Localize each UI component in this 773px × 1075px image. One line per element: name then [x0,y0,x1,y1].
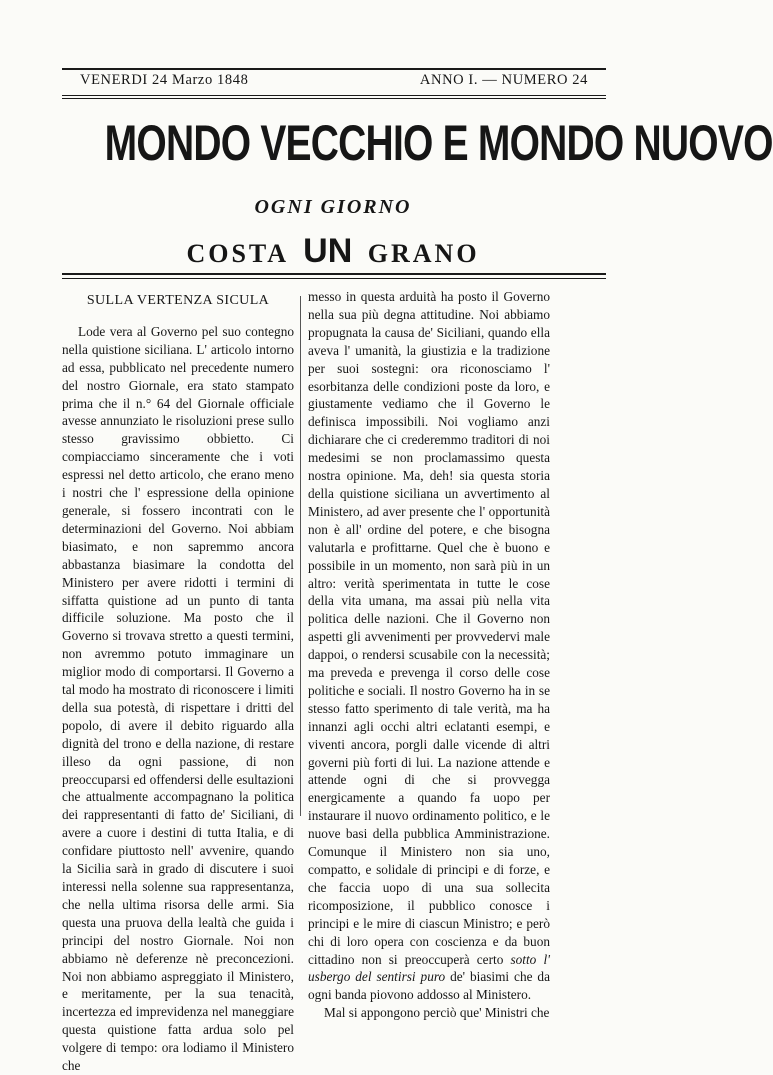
article-paragraph: Lode vera al Governo pel suo contegno nella quistione siciliana. L' articolo intorno ad essa, pubblicato nel precedente numero del nostro Giornale, era stato stampato prima che il n.° 64 del Giornale officiale avesse annunziato le risoluzioni prese sullo stesso gravissimo obbietto. Ci compiacciamo sinceramente che i voti espressi nel detto articolo, che erano meno i nostri che l' espressione della opinione generale, si fossero incontrati con le determinazioni del Governo. Noi abbiam biasimato, e non sapremmo ancora abbastanza biasimare la condotta del Ministero per avere ridotti i termini di siffatta quistione ad un punto di tanta difficile soluzione. Ma posto che il Governo si trovava stretto a questi termini, non avremmo potuto immaginare un miglior modo di comportarsi. Il Governo a tal modo ha mostrato di riconoscere i limiti della sua potestà, di rispettare i dritti del popolo, di avere il debito riguardo alla dignità del trono e della nazione, di restare illeso da ogni passione, di non preoccuparsi ed offendersi delle esultazioni che attualmente accompagnano la politica dei rappresentanti di fatto de' Siciliani, di avere a cuore i destini di tutta Italia, e di confidare piuttosto nell' avvenire, quando la Sicilia sarà in grado di discutere i suoi interessi nella solenne sua rappresentanza, che nella ultima risorsa delle armi. Sia questa una pruova della lealtà che guida i principi del nostro Giornale. Noi non abbiamo nè deferenze nè preconcezioni. Noi non abbiamo aspreggiato il Ministero, e meritamente, per la sua tenacità, incertezza ed imprevidenza nel maneggiare questa quistione fatta ardua solo pel volgere di tempo: ora lodiamo il Ministero che [62,323,294,1074]
subtitle-un: UN [303,232,353,270]
article-italic-phrase: sotto l' usbergo del sentirsi puro [308,951,550,985]
subtitle-grano: GRANO [367,239,480,268]
article-paragraph-continued [308,288,550,1004]
dateline [62,72,606,94]
subtitle-costa: COSTA [186,239,288,268]
dateline-rule [62,95,606,96]
article-column-left [62,288,294,1075]
newspaper-title: MONDO VECCHIO E MONDO NUOVO [104,115,773,171]
article-column-right [308,288,550,1022]
masthead-bottom-rule [62,273,606,275]
column-divider [300,296,301,816]
dateline-rule-2 [62,98,606,99]
article-text: messo in questa arduità ha posto il Governo nella sua più degna attitudine. Noi abbiamo propugnata la causa de' Siciliani, quando ella aveva l' umanità, la giustizia e la tradizione per suoi sostegni: ora riconosciamo l' esorbitanza delle condizioni poste da loro, e giustamente vediamo che il Governo le definisca impossibili. Noi vogliamo anzi dichiarare che ci crederemmo traditori di noi medesimi se non proclamassimo questa nostra opinione. Ma, deh! sia questa storia della quistione siciliana un avvertimento al Ministero, ad aver presente che l' opportunità non è all' ordine del potere, e che bisogna valutarla e profittarne. Quel che è buono e possibile in un momento, non sarà più in un altro: verità sperimentata in tutte le cose della vita umana, ma assai più nella vita politica delle nazioni. Che il Governo non aspetti gli avvenimenti per provvedervi male dappoi, o rendersi scusabile con la necessità; ma preveda e prevenga il corso delle cose politiche e sociali. Il nostro Governo ha in se stesso fatto sperimento di tale verità, ma ha innanzi agli occhi altri eclatanti esempi, e viventi ancora, porgli dalle vicende di altri governi più forti di lui. La nazione attende e attende ogni di che si provvegga energicamente a quando fa uopo per instaurare il nuovo ordinamento politico, e le nuove basi della pubblica Amministrazione. Comunque il Ministero non sia uno, compatto, e solidale di principi e di forze, e che faccia uopo di una sua sollecita ricomposizione, il pubblico conosce i principi e le mire di ciascun Ministro; e però chi di loro opera con coscienza e da buon cittadino non si preoccuperà certo [308,289,550,967]
article-text-end: de' biasimi che da ogni banda piovono addosso al Ministero. [308,969,550,1003]
issue-number: ANNO I. — NUMERO 24 [419,72,588,88]
issue-date: VENERDI 24 Marzo 1848 [80,72,249,88]
subtitle-costa-un-grano [0,232,666,271]
top-rule-thick [62,68,606,70]
masthead-bottom-rule-2 [62,278,606,279]
article-paragraph: Mal si appongono perciò que' Ministri che [324,1005,550,1021]
article-heading: SULLA VERTENZA SICULA [86,293,270,308]
subtitle-ogni-giorno: OGNI GIORNO [254,196,412,218]
